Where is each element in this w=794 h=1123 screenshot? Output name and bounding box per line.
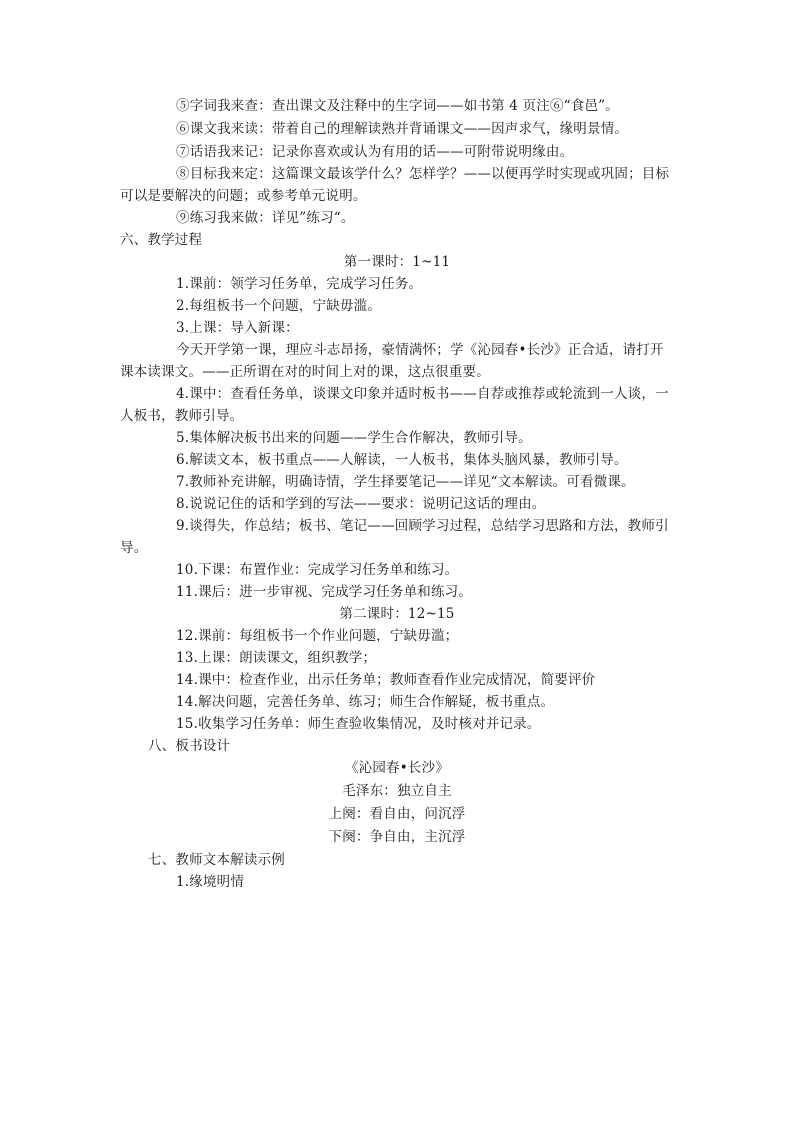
self-study-item-7: ⑦话语我来记：记录你喜欢或认为有用的话——可附带说明缘由。 [176,144,574,160]
self-study-item-8: ⑧目标我来定：这篇课文最该学什么？怎样学？——以便再学时实现或巩固；目标 [176,166,670,182]
self-study-item-6: ⑥课文我来读：带着自己的理解读熟并背诵课文——因声求气，缘明景情。 [176,121,629,137]
lesson-step-11: 11.课后：进一步审视、完成学习任务单和练习。 [176,584,473,600]
board-author: 毛泽东：独立自主 [342,783,452,799]
board-upper: 上阕：看自由，问沉浮 [328,806,466,822]
section-heading-teaching-process: 六、教学过程 [120,232,203,248]
lesson-step-10: 10.下课：布置作业：完成学习任务单和练习。 [176,562,459,578]
lesson-step-14a: 14.课中：检查作业，出示任务单；教师查看作业完成情况，简要评价 [176,672,596,688]
lesson-step-9-cont: 导。 [120,540,148,556]
lesson-step-5: 5.集体解决板书出来的问题——学生合作解决，教师引导。 [176,430,532,446]
self-study-item-8-cont: 可以是要解决的问题；或参考单元说明。 [120,188,367,204]
lesson-step-14b: 14.解决问题，完善任务单、练习；师生合作解疑，板书重点。 [176,694,555,710]
lesson-step-13: 13.上课：朗读课文，组织教学； [176,650,377,666]
lesson-step-8: 8.说说记住的话和学到的写法——要求：说明记这话的理由。 [176,496,546,512]
lesson-step-12: 12.课前：每组板书一个作业问题，宁缺毋滥； [176,628,459,644]
board-title: 《沁园春•长沙》 [344,760,450,776]
lesson-step-4: 4.课中：查看任务单，谈课文印象并适时板书——自荐或推荐或轮流到一人谈，一 [176,386,669,402]
lesson-1-heading: 第一课时：1~11 [343,254,451,270]
section-heading-board-design: 八、板书设计 [148,738,231,754]
lesson-step-9: 9.谈得失，作总结；板书、笔记——回顾学习过程，总结学习思路和方法，教师引 [176,518,669,534]
section-heading-text-reading: 七、教师文本解读示例 [148,852,285,868]
lesson-step-3-detail: 今天开学第一课，理应斗志昂扬，豪情满怀；学《沁园春•长沙》正合适，请打开 [176,342,664,358]
lesson-step-15: 15.收集学习任务单：师生查验收集情况，及时核对并记录。 [176,716,541,732]
lesson-step-3: 3.上课：导入新课： [176,320,299,336]
self-study-item-5: ⑤字词我来查：查出课文及注释中的生字词——如书第 4 页注⑥“食邑”。 [176,98,619,114]
lesson-step-1: 1.课前：领学习任务单，完成学习任务。 [176,276,423,292]
lesson-step-6: 6.解读文本，板书重点——人解读，一人板书，集体头脑风暴，教师引导。 [176,452,628,468]
lesson-step-3-detail-cont: 课本读课文。——正所谓在对的时间上对的课，这点很重要。 [120,364,490,380]
board-lower: 下阕：争自由，主沉浮 [328,829,466,845]
lesson-2-heading: 第二课时：12~15 [339,606,455,622]
self-study-item-9: ⑨练习我来做：详见”练习“。 [176,210,355,226]
lesson-step-7: 7.教师补充讲解，明确诗情，学生择要笔记——详见“文本解读。可看微课。 [176,474,635,490]
text-reading-item-1: 1.缘境明情 [176,874,245,890]
lesson-step-2: 2.每组板书一个问题，宁缺毋滥。 [176,298,382,314]
lesson-step-4-cont: 人板书，教师引导。 [120,408,244,424]
